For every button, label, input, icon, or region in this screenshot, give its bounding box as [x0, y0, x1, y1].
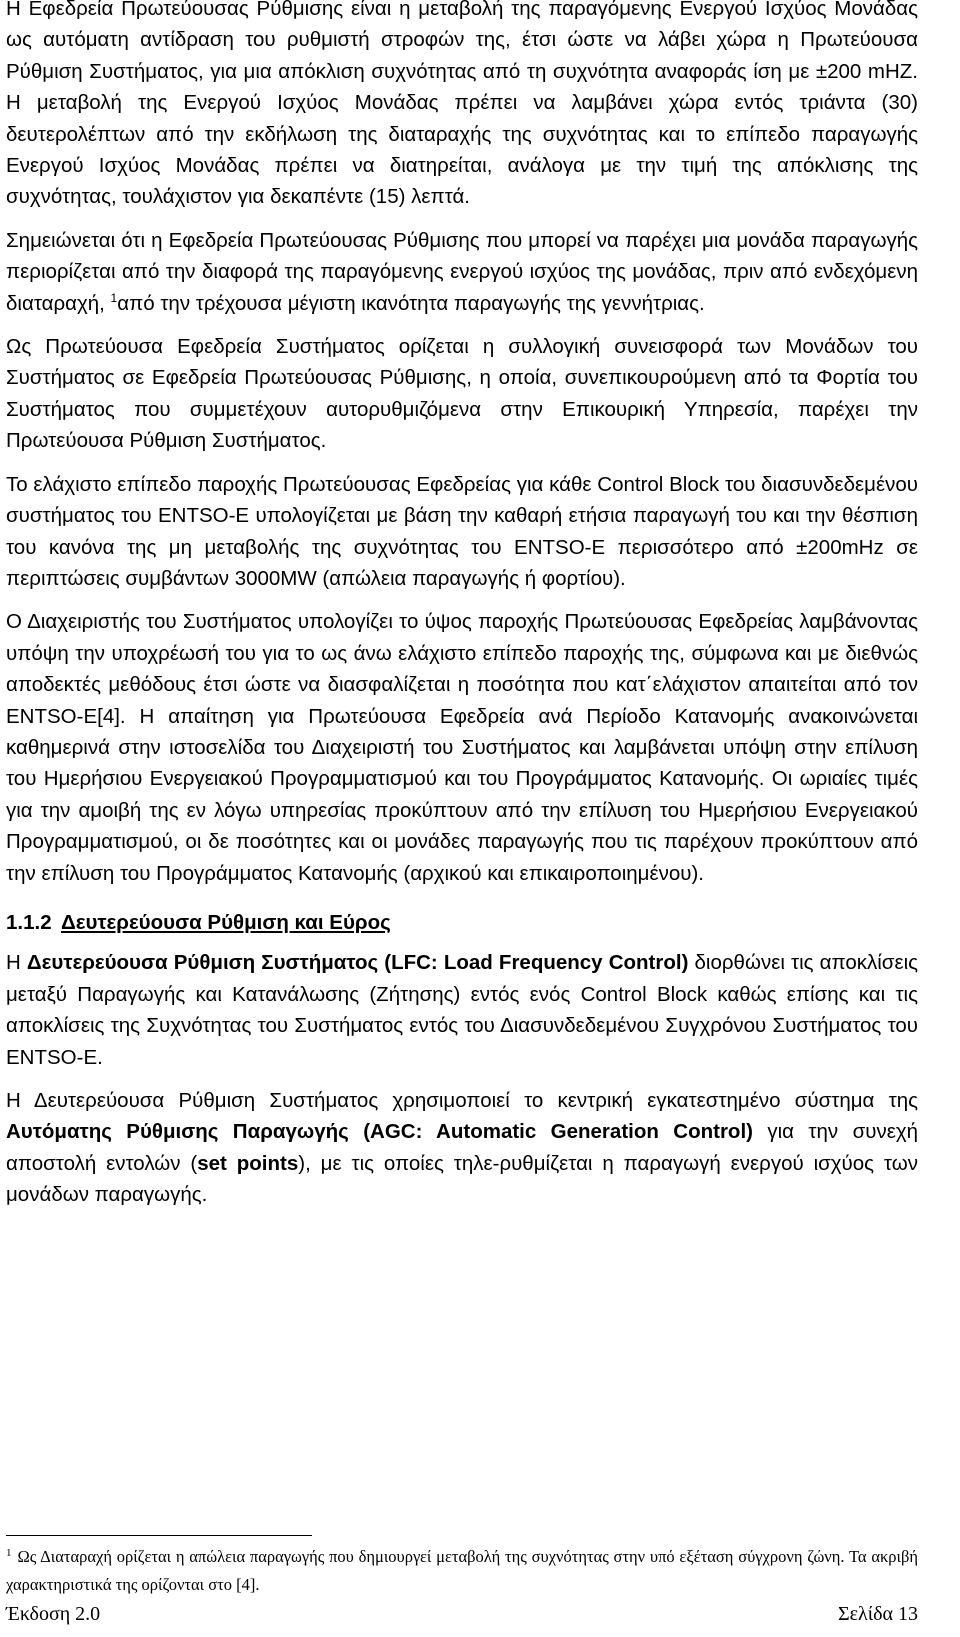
paragraph-text: ), με τις οποίες τηλε-ρυθμίζεται η παραγωγή ενεργού ισχύος των μονάδων παραγωγής. [6, 1151, 918, 1207]
paragraph-operator-calculation: Ο Διαχειριστής του Συστήματος υπολογίζει το ύψος παροχής Πρωτεύουσας Εφεδρείας λαμβάνοντας υπόψη την υποχρέωσή του για το ως άνω ελάχιστο επίπεδο παροχής της, σύμφωνα και με διεθνώς αποδεκτές μεθόδους έτσι ώστε να διασφαλίζεται η ποσότητα που κατ΄ελάχιστον απαιτείται από τον ENTSO-E[4]. Η απαίτηση για Πρωτεύουσα Εφεδρεία ανά Περίοδο Κατανομής ανακοινώνεται καθημερινά στην ιστοσελίδα του Διαχειριστή του Συστήματος και λαμβάνεται υπόψη στην επίλυση του Ημερήσιου Ενεργειακού Προγραμματισμού και του Προγράμματος Κατανομής. Οι ωριαίες τιμές για την αμοιβή της εν λόγω υπηρεσίας προκύπτουν από την επίλυση του Ημερήσιου Ενεργειακού Προγραμματισμού, οι δε ποσότητες και οι μονάδες παραγωγής που τις παρέχουν προκύπτουν από την επίλυση του Προγράμματος Κατανομής (αρχικού και επικαιροποιημένου). [6, 610, 918, 885]
document-body [6, 0, 918, 1211]
paragraph-text: Η [6, 951, 27, 975]
paragraph-agc [6, 1085, 918, 1211]
footnote-text: Ως Διαταραχή ορίζεται η απώλεια παραγωγής που δημιουργεί μεταβολή της συχνότητας στην υπό εξέταση σύγχρονη ζώνη. Τα ακριβή χαρακτηριστικά της ορίζονται στο [4]. [6, 1547, 918, 1594]
bold-term: set points [197, 1151, 299, 1175]
footnote-divider [6, 1535, 312, 1536]
paragraph-text: Σημειώνεται ότι η Εφεδρεία Πρωτεύουσας Ρύθμισης που μπορεί να παρέχει μια μονάδα παραγωγής περιορίζεται από την διαφορά της παραγόμενης ενεργού ισχύος της μονάδας, πριν από ενδεχόμενη διαταραχή, [6, 228, 918, 315]
bold-term: Δευτερεύουσα Ρύθμιση Συστήματος (LFC: Load Frequency Control) [26, 951, 689, 975]
paragraph-text: από την τρέχουσα μέγιστη ικανότητα παραγωγής της γεννήτριας. [117, 291, 705, 315]
paragraph-system-primary-reserve: Ως Πρωτεύουσα Εφεδρεία Συστήματος ορίζεται η συλλογική συνεισφορά των Μονάδων του Συστήματος σε Εφεδρεία Πρωτεύουσας Ρύθμισης, η οποία, συνεπικουρούμενη από τα Φορτία του Συστήματος που συμμετέχουν αυτορυθμιζόμενα στην Επικουρική Υπηρεσία, παρέχει την Πρωτεύουσα Ρύθμιση Συστήματος. [6, 335, 918, 453]
paragraph-text: Η Δευτερεύουσα Ρύθμιση Συστήματος χρησιμοποιεί το κεντρική εγκατεστημένο σύστημα της [6, 1089, 918, 1112]
bold-term: Αυτόματης Ρύθμισης Παραγωγής (AGC: Automatic Generation Control) [6, 1120, 753, 1144]
paragraph-primary-reserve-limit [6, 225, 918, 319]
paragraph-primary-reserve-definition: Η Εφεδρεία Πρωτεύουσας Ρύθμισης είναι η μεταβολή της παραγόμενης Ενεργού Ισχύος Μονάδας ως αυτόματη αντίδραση του ρυθμιστή στροφών της, έτσι ώστε να λάβει χώρα η Πρωτεύουσα Ρύθμιση Συστήματος, για μια απόκλιση συχνότητας από τη συχνότητα αναφοράς ίση με ±200 mHZ. Η μεταβολή της Ενεργού Ισχύος Μονάδας πρέπει να λαμβάνει χώρα εντός τριάντα (30) δευτερολέπτων από την εκδήλωση της διαταραχής της συχνότητας και το επίπεδο παραγωγής Ενεργού Ισχύος Μονάδας πρέπει να διατηρείται, ανάλογα με την τιμή της απόκλισης της συχνότητας, τουλάχιστον για δεκαπέντε (15) λεπτά. [6, 0, 918, 209]
footnote-reference: 1 [110, 290, 118, 305]
section-title: Δευτερεύουσα Ρύθμιση και Εύρος [61, 910, 391, 934]
section-heading [6, 907, 918, 938]
edition-label: Έκδοση 2.0 [6, 1603, 101, 1625]
section-number: 1.1.2 [6, 910, 52, 934]
footnote [6, 1543, 918, 1599]
footnote-mark: 1 [6, 1546, 12, 1559]
paragraph-text: διορθώνει τις αποκλίσεις μεταξύ Παραγωγής και Κατανάλωσης (Ζήτησης) εντός ενός Control Block καθώς επίσης και τις αποκλίσεις της Συχνότητας του Συστήματος εντός του Διασυνδεδεμένου Συγχρόνου Συστήματος του ENTSO-E. [6, 951, 919, 1069]
paragraph-text: για την συνεχή αποστολή εντολών ( [6, 1120, 918, 1175]
paragraph-lfc-definition [6, 947, 918, 1073]
paragraph-minimum-level: Το ελάχιστο επίπεδο παροχής Πρωτεύουσας Εφεδρείας για κάθε Control Block του διασυνδεδεμένου συστήματος του ENTSO-E υπολογίζεται με βάση την καθαρή ετήσια παραγωγή του και την θέσπιση του κανόνα της μη μεταβολής της συχνότητας του ENTSO-E περισσότερο από ±200mHz σε περιπτώσεις συμβάντων 3000MW (απώλεια παραγωγής ή φορτίου). [6, 472, 918, 590]
page-number: Σελίδα 13 [837, 1603, 918, 1625]
